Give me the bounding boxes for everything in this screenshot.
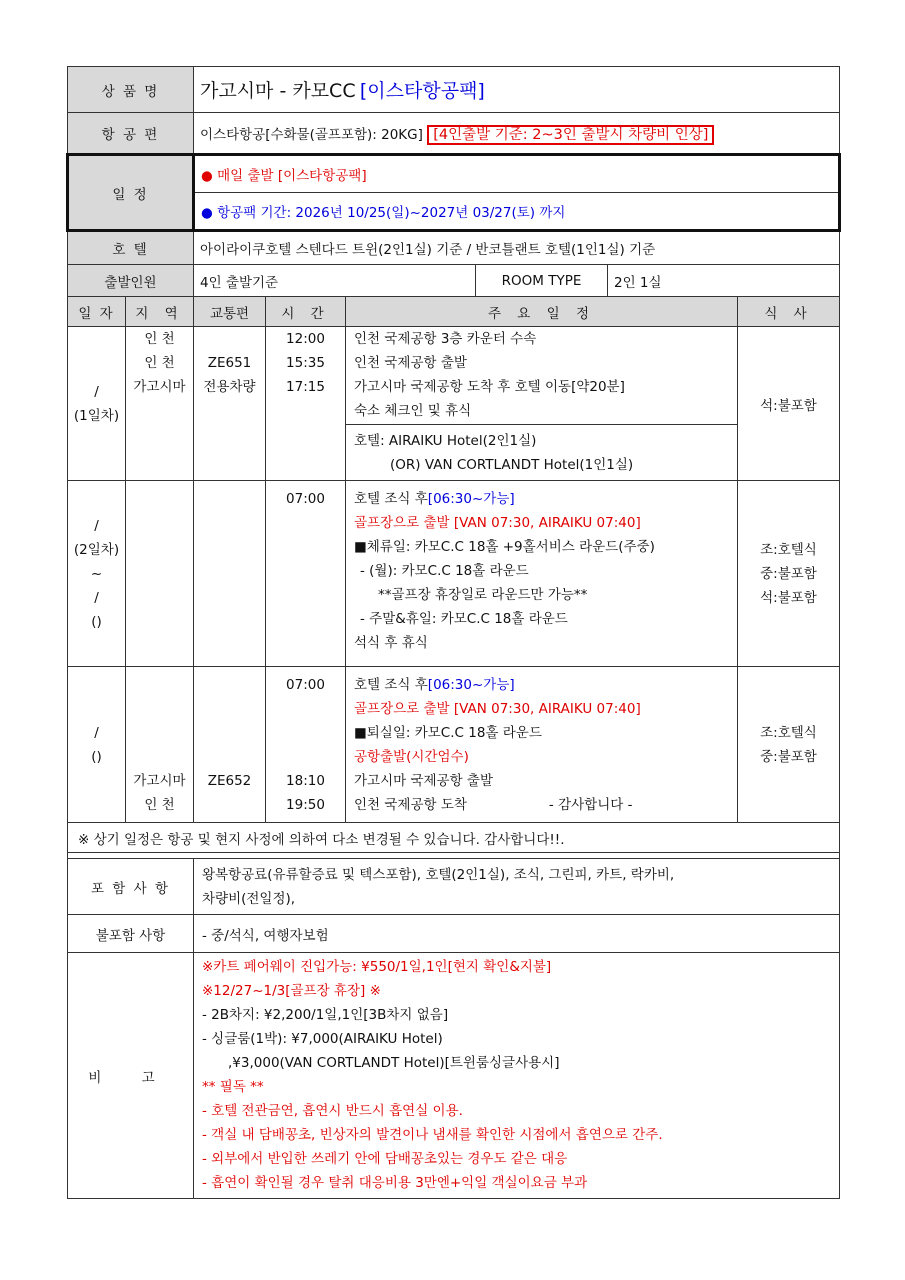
- hotel-row: [68, 231, 840, 265]
- day1-meal: 석:불포함: [738, 327, 840, 481]
- region-item: 인 천: [144, 331, 175, 347]
- schedule-line: 가고시마 국제공항 출발: [354, 773, 493, 789]
- departure-label: 출발인원: [68, 265, 194, 297]
- remark-line: - 흡연이 확인될 경우 탈취 대응비용 3만엔+익일 객실이요금 부과: [202, 1175, 588, 1191]
- day3-region: [126, 667, 194, 823]
- meal-item: 중:불포함: [760, 748, 817, 765]
- day2-date: /: [94, 517, 99, 534]
- day3-row: [68, 667, 840, 823]
- thanks-text: - 감사합니다 -: [548, 797, 633, 813]
- day1-row: [68, 327, 840, 425]
- excluded-label: 불포함 사항: [68, 915, 194, 953]
- breakfast-text: 호텔 조식 후: [354, 677, 428, 693]
- schedule-line-2: [194, 193, 840, 231]
- schedule-note: ※ 상기 일정은 항공 및 현지 사정에 의하여 다소 변경될 수 있습니다. 감사합니다!!.: [68, 823, 840, 853]
- day1-hotel: [346, 425, 738, 481]
- time-item: 07:00: [286, 491, 325, 507]
- remark-line: - 외부에서 반입한 쓰레기 안에 담배꽁초있는 경우도 같은 대응: [202, 1151, 568, 1167]
- product-name: 가고시마 - 카모CC: [200, 80, 356, 102]
- airline-cell: [194, 113, 840, 155]
- schedule-line-1: [194, 155, 840, 193]
- hotel-text: 아이라이쿠호텔 스텐다드 트윈(2인1실) 기준 / 반코틀랜트 호텔(1인1실) 기준: [194, 231, 840, 265]
- itinerary-sheet: [66, 66, 838, 1199]
- airline-notice: [4인출발 기준: 2~3인 출발시 차량비 인상]: [427, 125, 714, 145]
- day1-transport: [194, 327, 266, 481]
- remark-line: - 싱글룸(1박): ¥7,000(AIRAIKU Hotel): [202, 1031, 443, 1047]
- region-item: 가고시마: [133, 773, 186, 789]
- meal-item: 석:불포함: [760, 589, 817, 606]
- remark-line: ** 필독 **: [202, 1079, 264, 1095]
- excluded-row: [68, 915, 840, 953]
- remarks-label: 비 고: [68, 953, 194, 1199]
- time-item: 19:50: [286, 797, 325, 813]
- time-item: 12:00: [286, 331, 325, 347]
- included-line: 차량비(전일정),: [202, 890, 296, 907]
- product-row: [68, 67, 840, 113]
- hotel-line: 호텔: AIRAIKU Hotel(2인1실): [354, 432, 537, 449]
- day1-label: (1일차): [73, 407, 120, 424]
- region-item: 가고시마: [133, 379, 186, 395]
- day1-schedule: [346, 327, 738, 425]
- schedule-line: ■체류일: 카모C.C 18홀 +9홀서비스 라운드(주중): [354, 539, 655, 555]
- itinerary-header-row: [68, 297, 840, 327]
- schedule-line: - 주말&휴일: 카모C.C 18홀 라운드: [360, 611, 568, 627]
- airline-row: [68, 113, 840, 155]
- time-item: 18:10: [286, 773, 325, 789]
- schedule-line: [354, 673, 729, 697]
- airline-text: 이스타항공[수화물(골프포함): 20KG]: [200, 126, 423, 143]
- red-bullet-icon: ●: [201, 168, 213, 184]
- time-spacer: [266, 721, 345, 745]
- included-text: [194, 859, 840, 915]
- schedule-line: 숙소 체크인 및 휴식: [354, 403, 472, 419]
- time-item: 15:35: [286, 355, 325, 371]
- breakfast-time: [06:30~가능]: [427, 491, 515, 507]
- transport-item: 전용차량: [203, 379, 256, 395]
- day1-date: /: [94, 383, 99, 400]
- day2-meal: [738, 481, 840, 667]
- blue-bullet-icon: ●: [201, 205, 213, 221]
- product-label: 상 품 명: [68, 67, 194, 113]
- remark-line: - 2B차지: ¥2,200/1일,1인[3B차지 없음]: [202, 1007, 449, 1023]
- schedule-line: 인천 국제공항 출발: [354, 355, 467, 371]
- header-region: 지 역: [126, 297, 194, 327]
- day2-schedule: [346, 481, 738, 667]
- day1-region: [126, 327, 194, 481]
- product-cell: [194, 67, 840, 113]
- day1-day: [68, 327, 126, 481]
- remark-line: ,¥3,000(VAN CORTLANDT Hotel)[트윈룸싱글사용시]: [228, 1055, 560, 1071]
- day2-date-end: /: [94, 589, 99, 606]
- included-line: 왕복항공료(유류할증료 및 텍스포함), 호텔(2인1실), 조식, 그린피, 카트, 락카비,: [202, 866, 675, 883]
- included-row: [68, 859, 840, 915]
- header-time: 시 간: [266, 297, 346, 327]
- schedule-line: 공항출발(시간엄수): [354, 749, 469, 765]
- remarks-row: [68, 953, 840, 1199]
- included-label: 포 함 사 항: [68, 859, 194, 915]
- breakfast-time: [06:30~가능]: [427, 677, 515, 693]
- time-spacer: [266, 697, 345, 721]
- room-type-value: 2인 1실: [608, 265, 840, 297]
- airline-label: 항 공 편: [68, 113, 194, 155]
- day2-day: [68, 481, 126, 667]
- arrival-text: 인천 국제공항 도착: [354, 797, 467, 813]
- remark-line: - 객실 내 담배꽁초, 빈상자의 발견이나 냄새를 확인한 시점에서 흡연으로 간주.: [202, 1127, 663, 1143]
- day3-date: /: [94, 724, 99, 741]
- day2-tilde: ~: [90, 565, 103, 582]
- breakfast-text: 호텔 조식 후: [354, 491, 428, 507]
- remark-line: - 호텔 전관금연, 흡연시 반드시 흡연실 이용.: [202, 1103, 463, 1119]
- meal-item: 조:호텔식: [760, 541, 817, 558]
- itinerary-table: [66, 66, 841, 1199]
- schedule-label: 일 정: [68, 155, 194, 231]
- schedule-line: 가고시마 국제공항 도착 후 호텔 이동[약20분]: [354, 379, 625, 395]
- day2-row: [68, 481, 840, 667]
- day3-times: [266, 667, 346, 823]
- transport-item: ZE652: [207, 773, 252, 789]
- meal-item: 조:호텔식: [760, 724, 817, 741]
- schedule-daily-text: 매일 출발 [이스타항공팩]: [217, 168, 367, 184]
- product-tag: [이스타항공팩]: [359, 80, 485, 102]
- day2-transport: [194, 481, 266, 667]
- remarks-text: [194, 953, 840, 1199]
- time-item: 07:00: [286, 677, 325, 693]
- departure-row: [68, 265, 840, 297]
- remark-line: ※카트 페어웨이 진입가능: ¥550/1일,1인[현지 확인&지불]: [202, 959, 552, 975]
- region-item: 인 천: [144, 355, 175, 371]
- schedule-line: 골프장으로 출발 [VAN 07:30, AIRAIKU 07:40]: [354, 515, 641, 531]
- day2-label-end: (): [91, 613, 102, 630]
- room-type-label: ROOM TYPE: [476, 265, 608, 297]
- day2-times: [266, 481, 346, 667]
- schedule-line: ■퇴실일: 카모C.C 18홀 라운드: [354, 725, 542, 741]
- schedule-line: 석식 후 휴식: [354, 635, 428, 651]
- schedule-info-row-1: [68, 155, 840, 193]
- day3-schedule: [346, 667, 738, 823]
- day2-region: [126, 481, 194, 667]
- schedule-line: [354, 487, 729, 511]
- hotel-line: (OR) VAN CORTLANDT Hotel(1인1실): [390, 456, 634, 473]
- schedule-line: [354, 793, 729, 817]
- schedule-line: **골프장 휴장일로 라운드만 가능**: [378, 587, 588, 603]
- header-meal: 식 사: [738, 297, 840, 327]
- time-item: 17:15: [286, 379, 325, 395]
- departure-value: 4인 출발기준: [194, 265, 476, 297]
- day1-times: [266, 327, 346, 481]
- remark-line: ※12/27~1/3[골프장 휴장] ※: [202, 983, 381, 999]
- meal-item: 중:불포함: [760, 565, 817, 582]
- schedule-line: 골프장으로 출발 [VAN 07:30, AIRAIKU 07:40]: [354, 701, 641, 717]
- header-transport: 교통편: [194, 297, 266, 327]
- header-schedule: 주 요 일 정: [346, 297, 738, 327]
- note-row: [68, 823, 840, 853]
- header-day: 일 자: [68, 297, 126, 327]
- schedule-line: 인천 국제공항 3층 카운터 수속: [354, 331, 537, 347]
- transport-item: [194, 327, 265, 351]
- day3-meal: [738, 667, 840, 823]
- transport-item: ZE651: [207, 355, 252, 371]
- hotel-label: 호 텔: [68, 231, 194, 265]
- excluded-text: - 중/석식, 여행자보험: [194, 915, 840, 953]
- region-item: 인 천: [144, 797, 175, 813]
- day3-day: [68, 667, 126, 823]
- schedule-line: - (월): 카모C.C 18홀 라운드: [360, 563, 529, 579]
- day3-transport: [194, 667, 266, 823]
- time-spacer: [266, 745, 345, 769]
- day3-label: (): [91, 748, 102, 765]
- schedule-period-text: 항공팩 기간: 2026년 10/25(일)~2027년 03/27(토) 까지: [217, 205, 566, 221]
- day2-label: (2일차): [73, 541, 120, 558]
